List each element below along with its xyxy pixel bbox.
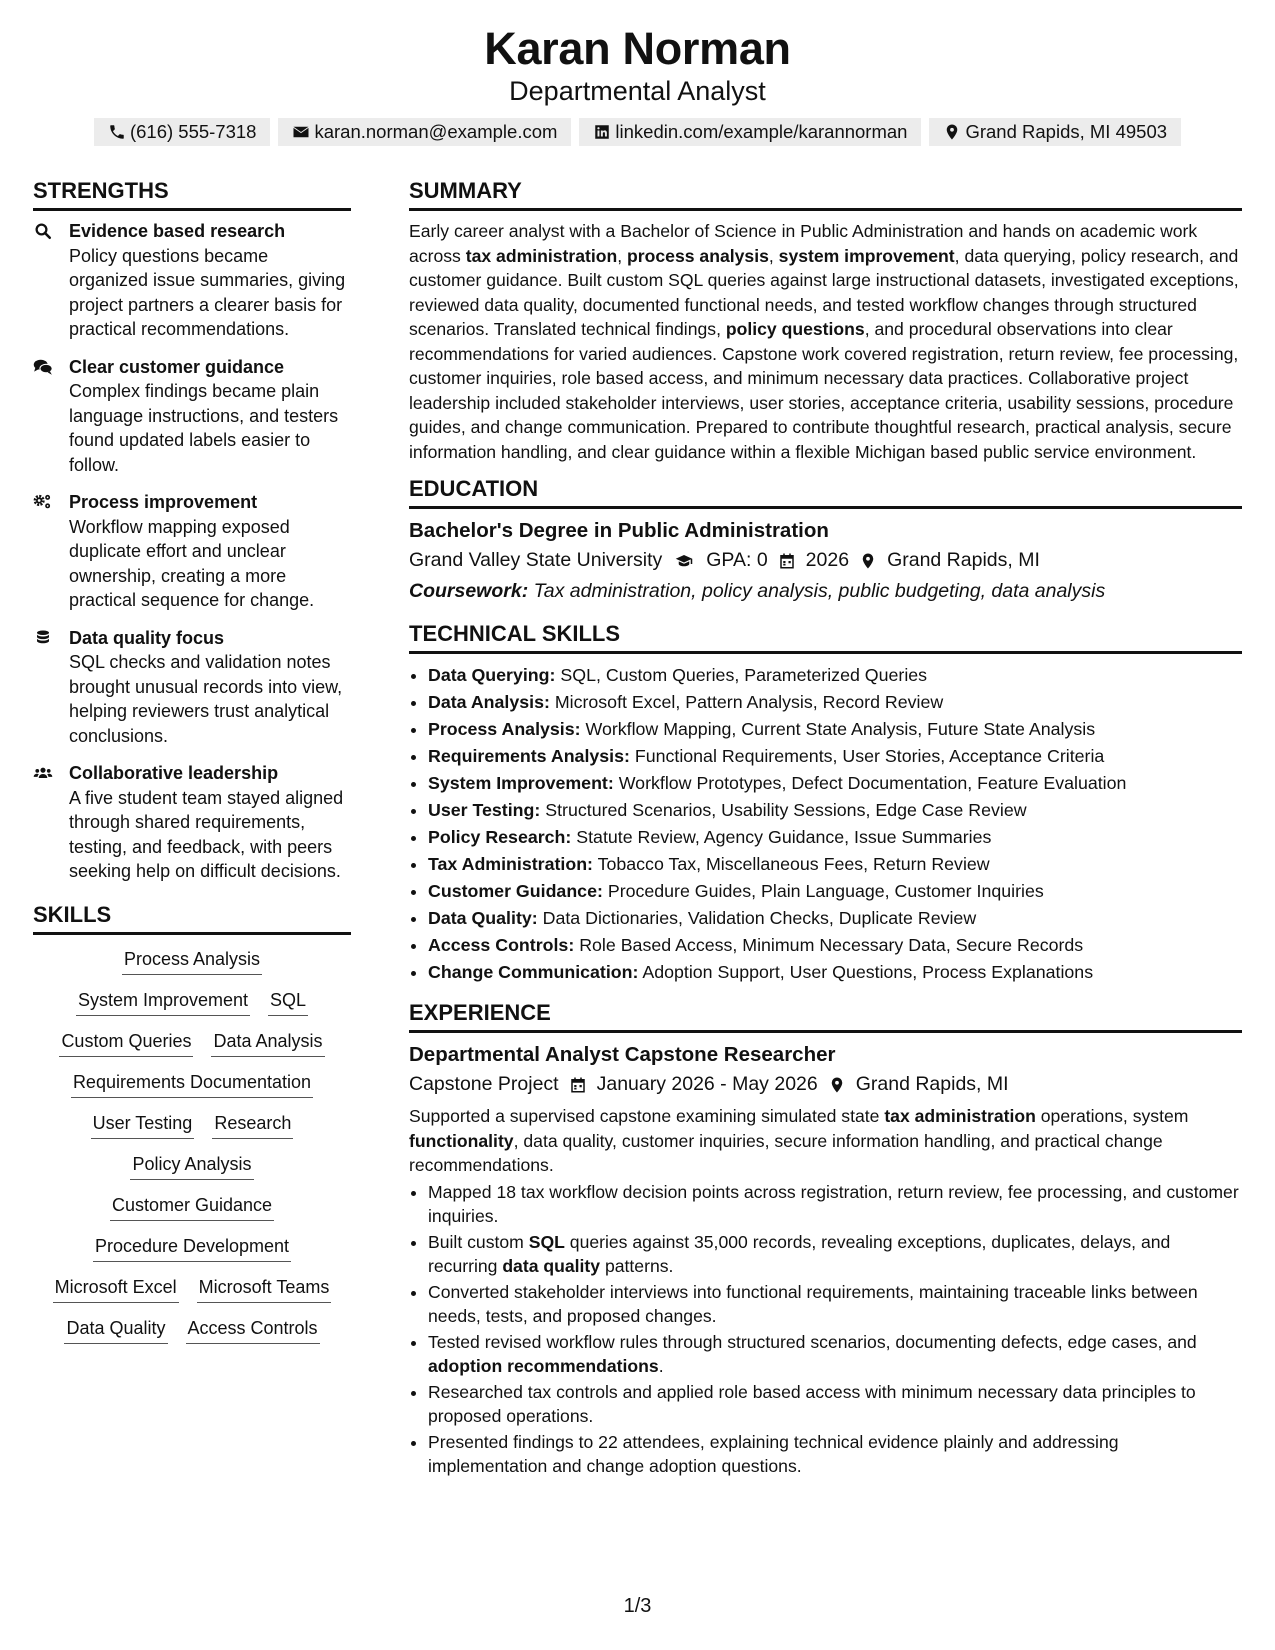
- job-description: [409, 1104, 1242, 1178]
- job-bullet: [428, 1180, 1242, 1229]
- contact-location-text: Grand Rapids, MI 49503: [965, 121, 1168, 142]
- job-bullet: [428, 1330, 1242, 1379]
- technical-skill-label: Policy Research:: [428, 827, 572, 847]
- skill-row: [33, 1193, 351, 1221]
- coursework: [409, 576, 1242, 607]
- skill-row: [33, 1111, 351, 1139]
- text-segment: Presented findings to 22 attendees, explaining technical evidence plainly and addressing implementation and change adoption questions.: [428, 1431, 1119, 1476]
- bold-text: adoption recommendations: [428, 1356, 659, 1376]
- strength-title: Collaborative leadership: [69, 763, 279, 783]
- skill-tag: SQL: [268, 988, 308, 1016]
- skill-tag: Procedure Development: [93, 1234, 291, 1262]
- skills-list: [33, 947, 351, 1344]
- contact-phone-text: (616) 555-7318: [129, 121, 257, 142]
- graduation-cap-icon: [672, 552, 696, 570]
- technical-skill-item: [428, 770, 1242, 797]
- contact-linkedin-text: linkedin.com/example/karannorman: [615, 121, 908, 142]
- left-column: [33, 176, 351, 1357]
- contact-email[interactable]: [278, 118, 571, 146]
- strengths-list: [33, 219, 351, 884]
- summary-text: [409, 219, 1242, 464]
- job-bullet: [428, 1230, 1242, 1279]
- text-segment: Mapped 18 tax workflow decision points across registration, return review, fee processing, and customer inquiries.: [428, 1181, 1239, 1226]
- technical-skill-value: Microsoft Excel, Pattern Analysis, Record Review: [549, 692, 944, 712]
- text-segment: .: [658, 1356, 664, 1376]
- technical-skill-value: Statute Review, Agency Guidance, Issue Summaries: [571, 827, 992, 847]
- technical-skill-value: Workflow Prototypes, Defect Documentation, Feature Evaluation: [613, 773, 1127, 793]
- strength-title: Process improvement: [69, 492, 258, 512]
- strength-title: Data quality focus: [69, 627, 225, 648]
- technical-skill-label: User Testing:: [428, 800, 541, 820]
- strength-text: Policy questions became organized issue summaries, giving project partners a clearer basis for practical recommendations.: [69, 245, 346, 339]
- skill-tag: Microsoft Teams: [197, 1275, 332, 1303]
- users-icon: [33, 764, 53, 782]
- strength-text: Workflow mapping exposed duplicate effort and unclear ownership, creating a more practical sequence for change.: [69, 516, 315, 610]
- text-segment: Tested revised workflow rules through structured scenarios, documenting defects, edge cases, and: [428, 1331, 1197, 1352]
- job-location: Grand Rapids, MI: [855, 1073, 1009, 1095]
- bold-text: policy questions: [725, 319, 865, 339]
- technical-skill-label: Process Analysis:: [428, 719, 581, 739]
- job-title: Departmental Analyst Capstone Researcher: [409, 1043, 836, 1066]
- strength-item: [33, 219, 351, 342]
- strength-body: [69, 490, 351, 613]
- strength-title: Evidence based research: [69, 221, 286, 241]
- gpa: GPA: 0: [706, 549, 768, 571]
- strengths-heading: STRENGTHS: [33, 176, 351, 211]
- job-bullet: [428, 1380, 1242, 1429]
- strength-text: Complex findings became plain language instructions, and testers found updated labels easier to follow.: [69, 381, 339, 475]
- gears-icon: [33, 493, 53, 511]
- text-segment: operations, system: [1035, 1106, 1189, 1126]
- technical-skill-label: System Improvement:: [428, 773, 614, 793]
- text-segment: , data querying, policy research, and customer guidance. Built custom SQL queries against large instructional datasets, investigated exceptions, reviewed data quality, documented functional needs, and tested workflow changes through structured scenarios. Translated technical findings,: [409, 245, 1239, 339]
- technical-skill-label: Data Quality:: [428, 908, 538, 928]
- candidate-title: Departmental Analyst: [509, 76, 766, 106]
- text-segment: Early career analyst with a Bachelor of Science in Public Administration and hands on academic work across: [409, 221, 1198, 266]
- strength-body: [69, 219, 351, 342]
- strength-body: [69, 355, 351, 478]
- contact-bar: [0, 118, 1275, 146]
- skill-tag: Research: [212, 1111, 293, 1139]
- technical-skills-heading: TECHNICAL SKILLS: [409, 619, 1242, 654]
- calendar-icon: [569, 1076, 587, 1094]
- technical-skill-value: Data Dictionaries, Validation Checks, Duplicate Review: [537, 908, 977, 928]
- bold-text: data quality: [502, 1256, 601, 1276]
- page-number: 1/3: [623, 1595, 652, 1617]
- strength-text: SQL checks and validation notes brought unusual records into view, helping reviewers trust analytical conclusions.: [69, 652, 343, 746]
- search-icon: [33, 219, 56, 342]
- gears-icon: [33, 490, 56, 613]
- strength-title: Clear customer guidance: [69, 356, 285, 377]
- envelope-icon: [292, 123, 310, 141]
- contact-phone[interactable]: [94, 118, 271, 146]
- technical-skill-item: [428, 905, 1242, 932]
- technical-skill-item: [428, 878, 1242, 905]
- text-segment: Converted stakeholder interviews into functional requirements, maintaining traceable links between needs, tests, and proposed changes.: [428, 1281, 1198, 1326]
- skill-row: [33, 1029, 351, 1057]
- technical-skill-value: Tobacco Tax, Miscellaneous Fees, Return Review: [592, 854, 990, 874]
- technical-skill-value: SQL, Custom Queries, Parameterized Queries: [555, 665, 928, 685]
- technical-skill-item: [428, 689, 1242, 716]
- database-icon: [33, 626, 56, 749]
- bold-text: functionality: [409, 1130, 514, 1151]
- text-segment: ,: [617, 245, 628, 266]
- technical-skill-value: Adoption Support, User Questions, Process Explanations: [638, 962, 1094, 982]
- strength-body: [69, 761, 351, 884]
- contact-location: [929, 118, 1181, 146]
- technical-skill-value: Structured Scenarios, Usability Sessions, Edge Case Review: [540, 800, 1027, 820]
- technical-skill-label: Customer Guidance:: [428, 881, 603, 901]
- linkedin-icon: [593, 123, 611, 141]
- education-meta: [409, 545, 1242, 576]
- skill-tag: User Testing: [91, 1111, 195, 1139]
- calendar-icon: [778, 552, 796, 570]
- skill-tag: Data Analysis: [211, 1029, 324, 1057]
- technical-skills-list: [409, 662, 1242, 986]
- job-bullets: [409, 1180, 1242, 1479]
- coursework-label: Coursework:: [409, 580, 529, 602]
- technical-skill-item: [428, 932, 1242, 959]
- strength-body: [69, 626, 351, 749]
- resume-header: [0, 0, 1275, 146]
- job-bullet: [428, 1430, 1242, 1479]
- skill-row: [33, 1152, 351, 1180]
- skill-row: [33, 1275, 351, 1303]
- text-segment: patterns.: [600, 1256, 674, 1276]
- technical-skill-value: Workflow Mapping, Current State Analysis, Future State Analysis: [580, 719, 1096, 739]
- contact-email-text: karan.norman@example.com: [314, 121, 558, 142]
- candidate-name: Karan Norman: [484, 23, 791, 74]
- text-segment: Supported a supervised capstone examining simulated state: [409, 1106, 885, 1126]
- database-icon: [33, 629, 53, 647]
- location-pin-icon: [943, 123, 961, 141]
- experience-heading: EXPERIENCE: [409, 998, 1242, 1033]
- technical-skill-label: Data Analysis:: [428, 692, 550, 712]
- search-icon: [33, 222, 53, 240]
- comments-icon: [33, 358, 53, 376]
- summary-heading: SUMMARY: [409, 176, 1242, 211]
- skill-tag: Requirements Documentation: [71, 1070, 313, 1098]
- coursework-text: Tax administration, policy analysis, public budgeting, data analysis: [528, 580, 1106, 602]
- phone-icon: [108, 123, 126, 141]
- technical-skill-value: Role Based Access, Minimum Necessary Data, Secure Records: [574, 935, 1084, 955]
- text-segment: queries against 35,000 records, revealing exceptions, duplicates, delays, and recurring: [428, 1231, 1171, 1276]
- technical-skill-item: [428, 824, 1242, 851]
- text-segment: ,: [768, 245, 779, 266]
- education-location: Grand Rapids, MI: [887, 549, 1040, 571]
- location-pin-icon: [859, 552, 877, 570]
- skills-heading: SKILLS: [33, 900, 351, 935]
- strength-item: [33, 355, 351, 478]
- text-segment: , and procedural observations into clear recommendations for varied audiences. Capstone work covered registration, return review, fee processing, customer inquiries, role based access, and minimum necessary data practices. Collaborative project leadership included stakeholder interviews, user stories, acceptance criteria, usability sessions, procedure guides, and change communication. Prepared to contribute thoughtful research, practical analysis, secure information handling, and clear guidance within a flexible Michigan based public service environment.: [409, 319, 1239, 462]
- users-icon: [33, 761, 56, 884]
- bold-text: process analysis: [627, 245, 769, 266]
- strength-text: A five student team stayed aligned through shared requirements, testing, and feedback, with peers seeking help on difficult decisions.: [69, 787, 344, 881]
- job-bullet: [428, 1280, 1242, 1329]
- text-segment: Researched tax controls and applied role based access with minimum necessary data principles to proposed operations.: [428, 1381, 1196, 1426]
- skill-tag: Process Analysis: [122, 947, 262, 975]
- strength-item: [33, 626, 351, 749]
- skill-tag: Custom Queries: [59, 1029, 193, 1057]
- skill-tag: Access Controls: [186, 1316, 320, 1344]
- strength-item: [33, 761, 351, 884]
- technical-skill-item: [428, 743, 1242, 770]
- technical-skill-label: Tax Administration:: [428, 854, 593, 874]
- graduation-year: 2026: [805, 549, 850, 571]
- education-heading: EDUCATION: [409, 474, 1242, 509]
- degree-title: Bachelor's Degree in Public Administration: [409, 519, 829, 542]
- technical-skill-item: [428, 851, 1242, 878]
- skill-row: [33, 988, 351, 1016]
- strength-item: [33, 490, 351, 613]
- technical-skill-label: Requirements Analysis:: [428, 746, 630, 766]
- skill-row: [33, 947, 351, 975]
- bold-text: tax administration: [884, 1106, 1036, 1126]
- organization: Capstone Project: [409, 1073, 559, 1095]
- skill-tag: Policy Analysis: [130, 1152, 253, 1180]
- technical-skill-value: Procedure Guides, Plain Language, Customer Inquiries: [602, 881, 1044, 901]
- technical-skill-item: [428, 959, 1242, 986]
- school-name: Grand Valley State University: [409, 549, 663, 571]
- technical-skill-item: [428, 662, 1242, 689]
- technical-skill-label: Change Communication:: [428, 962, 639, 982]
- skill-row: [33, 1234, 351, 1262]
- right-column: [409, 176, 1242, 1480]
- bold-text: tax administration: [465, 245, 618, 266]
- location-pin-icon: [828, 1076, 846, 1094]
- bold-text: system improvement: [778, 245, 955, 266]
- job-dates: January 2026 - May 2026: [596, 1073, 818, 1095]
- comments-icon: [33, 355, 56, 478]
- skill-row: [33, 1070, 351, 1098]
- experience-meta: [409, 1069, 1242, 1100]
- bold-text: SQL: [528, 1231, 565, 1252]
- technical-skill-label: Data Querying:: [428, 665, 556, 685]
- text-segment: , data quality, customer inquiries, secure information handling, and practical change recommendations.: [409, 1130, 1163, 1175]
- skill-tag: Data Quality: [64, 1316, 167, 1344]
- text-segment: Built custom: [428, 1231, 529, 1252]
- technical-skill-item: [428, 797, 1242, 824]
- contact-linkedin[interactable]: [579, 118, 921, 146]
- skill-tag: Customer Guidance: [110, 1193, 274, 1221]
- skill-tag: Microsoft Excel: [53, 1275, 179, 1303]
- skill-row: [33, 1316, 351, 1344]
- skill-tag: System Improvement: [76, 988, 250, 1016]
- technical-skill-item: [428, 716, 1242, 743]
- technical-skill-value: Functional Requirements, User Stories, Acceptance Criteria: [629, 746, 1105, 766]
- technical-skill-label: Access Controls:: [428, 935, 575, 955]
